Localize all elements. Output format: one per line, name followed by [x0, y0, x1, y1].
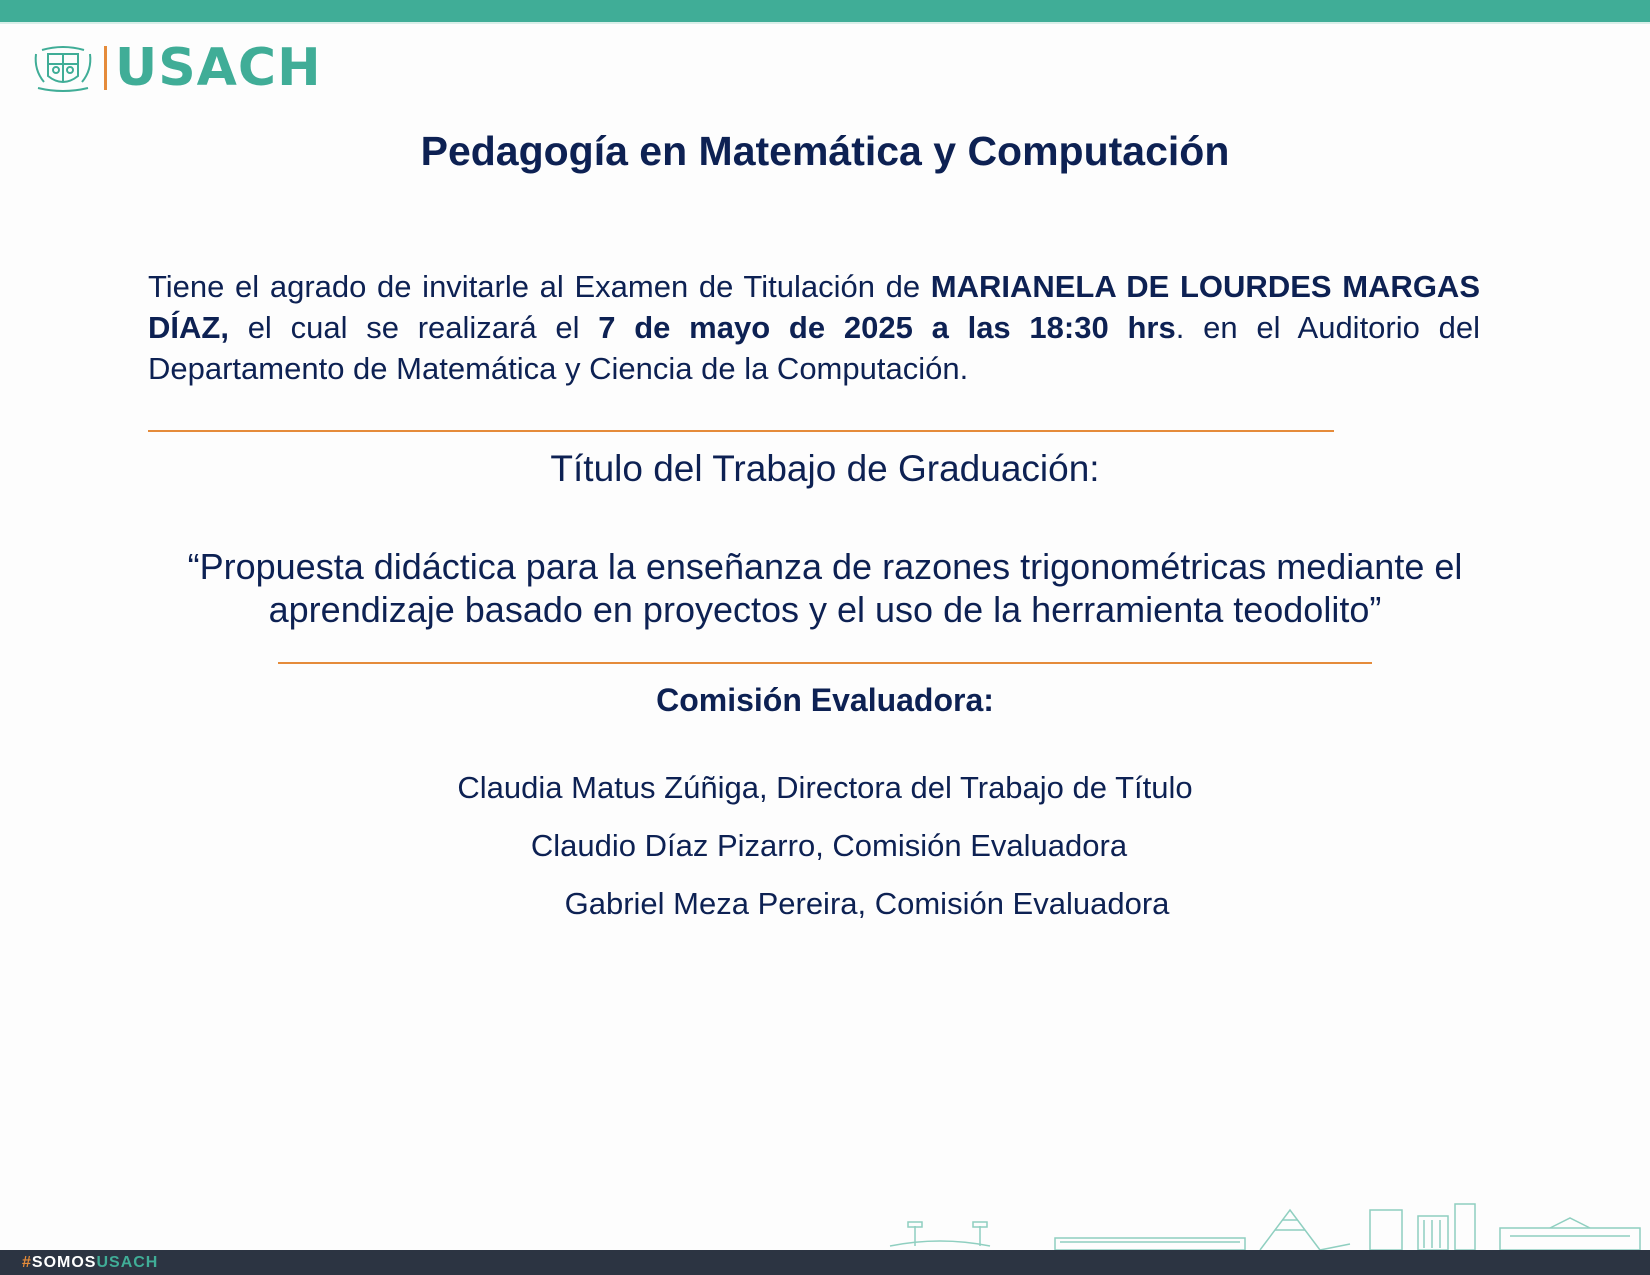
university-crest-icon — [30, 42, 96, 94]
usach-logo — [30, 38, 322, 98]
exam-location: . en el Auditorio del Departamento de Matemática y Ciencia de la Computación. — [148, 310, 1480, 386]
orange-divider — [278, 662, 1372, 664]
hashtag-symbol: # — [22, 1254, 32, 1271]
somosusach-hashtag — [22, 1254, 158, 1272]
committee-member: Claudio Díaz Pizarro, Comisión Evaluadora — [530, 828, 1128, 863]
logo-divider — [104, 46, 107, 90]
invitation-middle: el cual se realizará el — [228, 310, 599, 345]
program-title: Pedagogía en Matemática y Computación — [420, 128, 1230, 174]
hashtag-main: SOMOS — [31, 1254, 97, 1271]
logo-wordmark: USACH — [115, 38, 322, 98]
committee-member: Claudia Matus Zúñiga, Directora del Trabajo de Título — [457, 770, 1193, 805]
orange-divider — [148, 430, 1334, 432]
thesis-title: “Propuesta didáctica para la enseñanza de razones trigonométricas mediante el aprendizaje basado en proyectos y el uso de la herramienta teodolito” — [187, 546, 1463, 630]
invitation-text — [148, 266, 1480, 389]
thesis-label: Título del Trabajo de Graduación: — [550, 448, 1100, 489]
exam-datetime: 7 de mayo de 2025 a las 18:30 hrs — [598, 310, 1176, 345]
top-accent-bar — [0, 0, 1650, 22]
committee-member: Gabriel Meza Pereira, Comisión Evaluadora — [564, 886, 1170, 921]
top-accent-bar-shadow — [0, 22, 1650, 24]
invitation-intro: Tiene el agrado de invitarle al Examen de Titulación de — [148, 269, 931, 304]
candidate-name: MARIANELA DE LOURDES MARGAS DÍAZ, — [148, 269, 1480, 345]
campus-skyline-illustration — [880, 1196, 1650, 1254]
footer-bar — [0, 1250, 1650, 1275]
committee-heading: Comisión Evaluadora: — [656, 682, 994, 718]
hashtag-accent: USACH — [96, 1254, 159, 1271]
